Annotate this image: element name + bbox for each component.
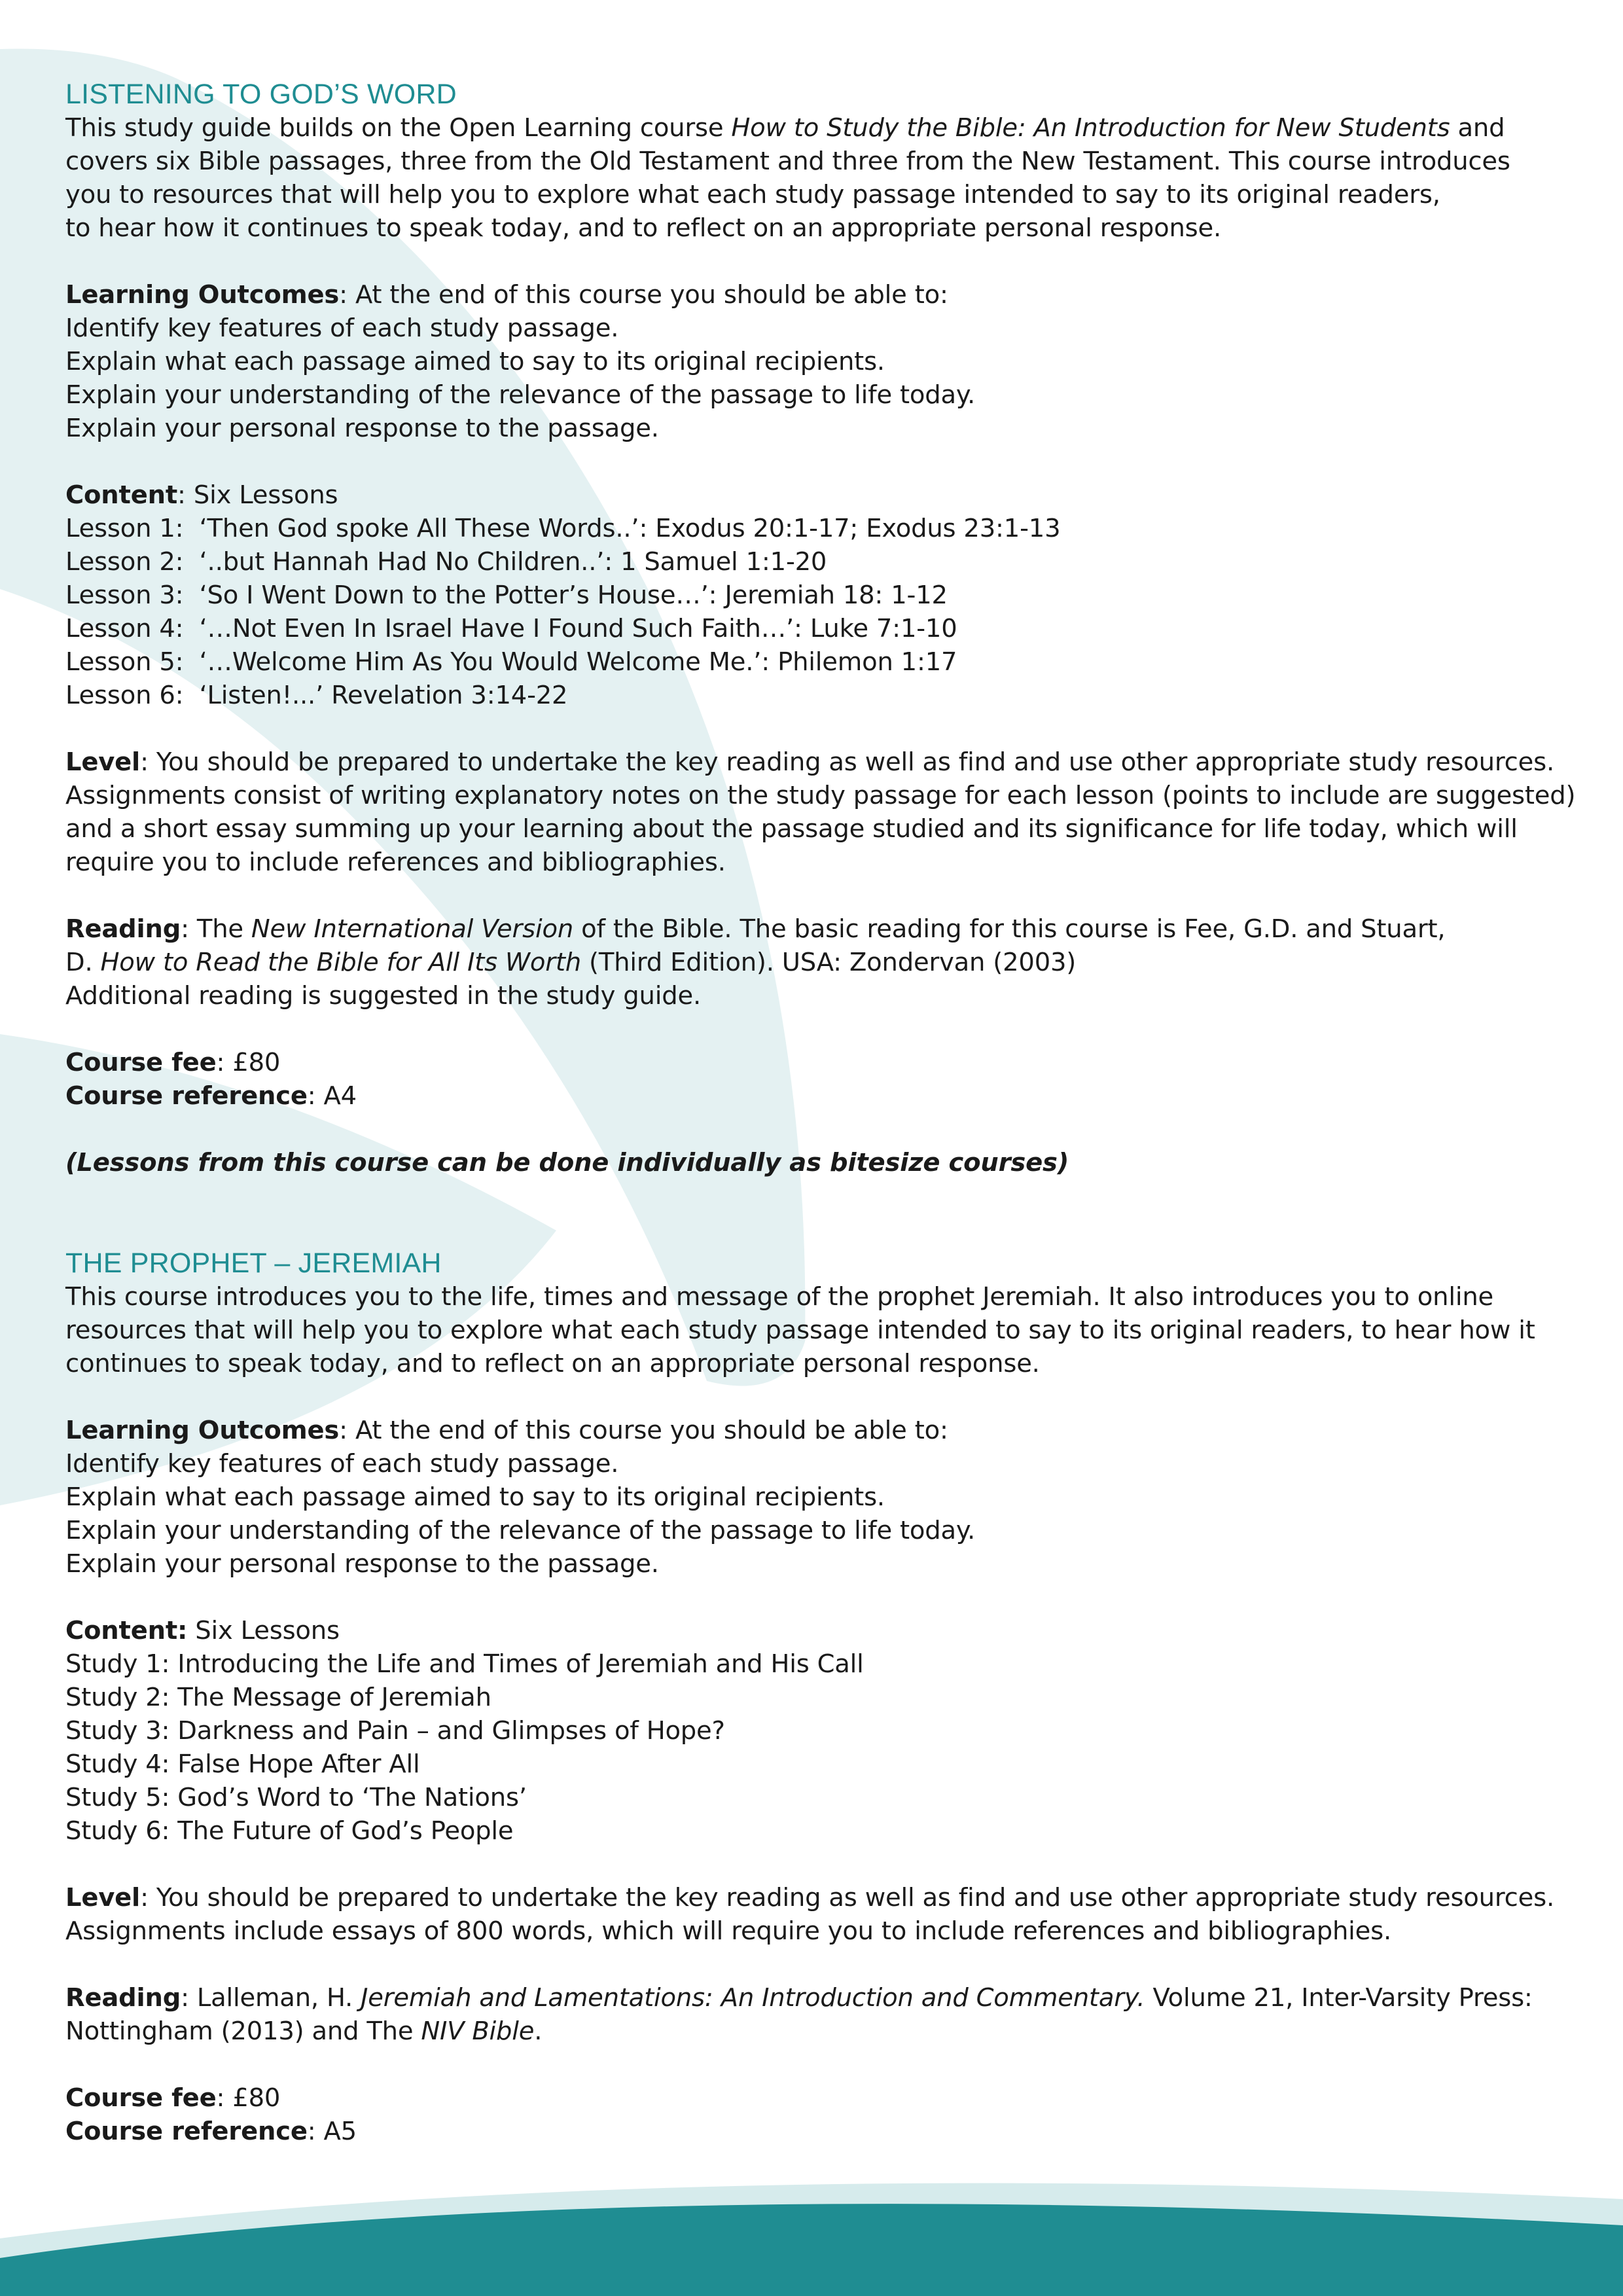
level-line: Level: You should be prepared to undertake the key reading as well as find and use other appropriate study resources. [65, 747, 1554, 777]
lesson-item: Lesson 4: ‘…Not Even In Israel Have I Found Such Faith…’: Luke 7:1-10 [65, 614, 957, 643]
lesson-item: Lesson 6: ‘Listen!...’ Revelation 3:14-22 [65, 681, 568, 710]
learning-outcomes-heading: Learning Outcomes: At the end of this course you should be able to: [65, 280, 948, 310]
lesson-item: Lesson 1: ‘Then God spoke All These Words..’: Exodus 20:1-17; Exodus 23:1-13 [65, 514, 1061, 543]
course-reference: Course reference: A4 [65, 1081, 357, 1111]
study-item: Study 5: God’s Word to ‘The Nations’ [65, 1783, 527, 1812]
reading-line: Reading: The New International Version of the Bible. The basic reading for this course is Fee, G.D. and Stuart, [65, 914, 1446, 944]
learning-outcomes-heading: Learning Outcomes: At the end of this course you should be able to: [65, 1416, 948, 1445]
intro-line: you to resources that will help you to explore what each study passage intended to say to its original readers, [65, 180, 1440, 209]
outcome-item: Identify key features of each study passage. [65, 314, 619, 343]
level-line: and a short essay summing up your learning about the passage studied and its significance for life today, which will [65, 814, 1518, 844]
lesson-item: Lesson 5: ‘…Welcome Him As You Would Welcome Me.’: Philemon 1:17 [65, 647, 957, 677]
reading-line: D. How to Read the Bible for All Its Worth (Third Edition). USA: Zondervan (2003) [65, 948, 1077, 977]
lesson-item: Lesson 3: ‘So I Went Down to the Potter’s House…’: Jeremiah 18: 1-12 [65, 581, 948, 610]
study-item: Study 1: Introducing the Life and Times of Jeremiah and His Call [65, 1649, 864, 1679]
course-section-jeremiah [65, 1246, 1564, 2148]
study-item: Study 3: Darkness and Pain – and Glimpses of Hope? [65, 1716, 725, 1746]
reading-line: Nottingham (2013) and The NIV Bible. [65, 2017, 543, 2046]
reading-line: Reading: Lalleman, H. Jeremiah and Lamentations: An Introduction and Commentary. Volume 21, Inter-Varsity Press: [65, 1983, 1533, 2013]
course-reference: Course reference: A5 [65, 2117, 357, 2146]
study-item: Study 2: The Message of Jeremiah [65, 1683, 491, 1712]
lesson-item: Lesson 2: ‘..but Hannah Had No Children..’: 1 Samuel 1:1-20 [65, 547, 827, 577]
outcome-item: Explain your personal response to the passage. [65, 414, 659, 443]
content-heading: Content: Six Lessons [65, 1616, 340, 1645]
content-heading: Content: Six Lessons [65, 480, 338, 510]
outcome-item: Explain your understanding of the relevance of the passage to life today. [65, 1516, 976, 1545]
intro-line: to hear how it continues to speak today, and to reflect on an appropriate personal response. [65, 213, 1222, 243]
level-line: Assignments consist of writing explanatory notes on the study passage for each lesson (points to include are suggested) [65, 781, 1576, 810]
outcome-item: Identify key features of each study passage. [65, 1449, 619, 1479]
study-item: Study 6: The Future of God’s People [65, 1816, 514, 1846]
study-item: Study 4: False Hope After All [65, 1749, 420, 1779]
outcome-item: Explain your understanding of the relevance of the passage to life today. [65, 380, 976, 410]
intro-line: resources that will help you to explore what each study passage intended to say to its original readers, to hear how it [65, 1316, 1535, 1345]
course-fee: Course fee: £80 [65, 1048, 281, 1077]
reading-line: Additional reading is suggested in the study guide. [65, 981, 701, 1011]
level-line: require you to include references and bibliographies. [65, 848, 726, 877]
level-line: Level: You should be prepared to undertake the key reading as well as find and use other appropriate study resources. [65, 1883, 1554, 1912]
outcome-item: Explain your personal response to the passage. [65, 1549, 659, 1579]
outcome-item: Explain what each passage aimed to say to its original recipients. [65, 1482, 885, 1512]
level-line: Assignments include essays of 800 words, which will require you to include references and bibliographies. [65, 1916, 1392, 1946]
intro-line: continues to speak today, and to reflect on an appropriate personal response. [65, 1349, 1040, 1378]
section-title: LISTENING TO GOD’S WORD [65, 79, 457, 110]
course-section-listening [65, 77, 1576, 1179]
intro-line: This study guide builds on the Open Learning course How to Study the Bible: An Introduction for New Students and [65, 113, 1505, 143]
intro-line: covers six Bible passages, three from the Old Testament and three from the New Testament. This course introduces [65, 147, 1510, 176]
course-fee: Course fee: £80 [65, 2083, 281, 2113]
intro-line: This course introduces you to the life, times and message of the prophet Jeremiah. It also introduces you to online [65, 1282, 1494, 1312]
section-title: THE PROPHET – JEREMIAH [65, 1247, 442, 1279]
page-content [65, 77, 1576, 2148]
outcome-item: Explain what each passage aimed to say to its original recipients. [65, 347, 885, 376]
bitesize-note: (Lessons from this course can be done individually as bitesize courses) [65, 1148, 1069, 1177]
